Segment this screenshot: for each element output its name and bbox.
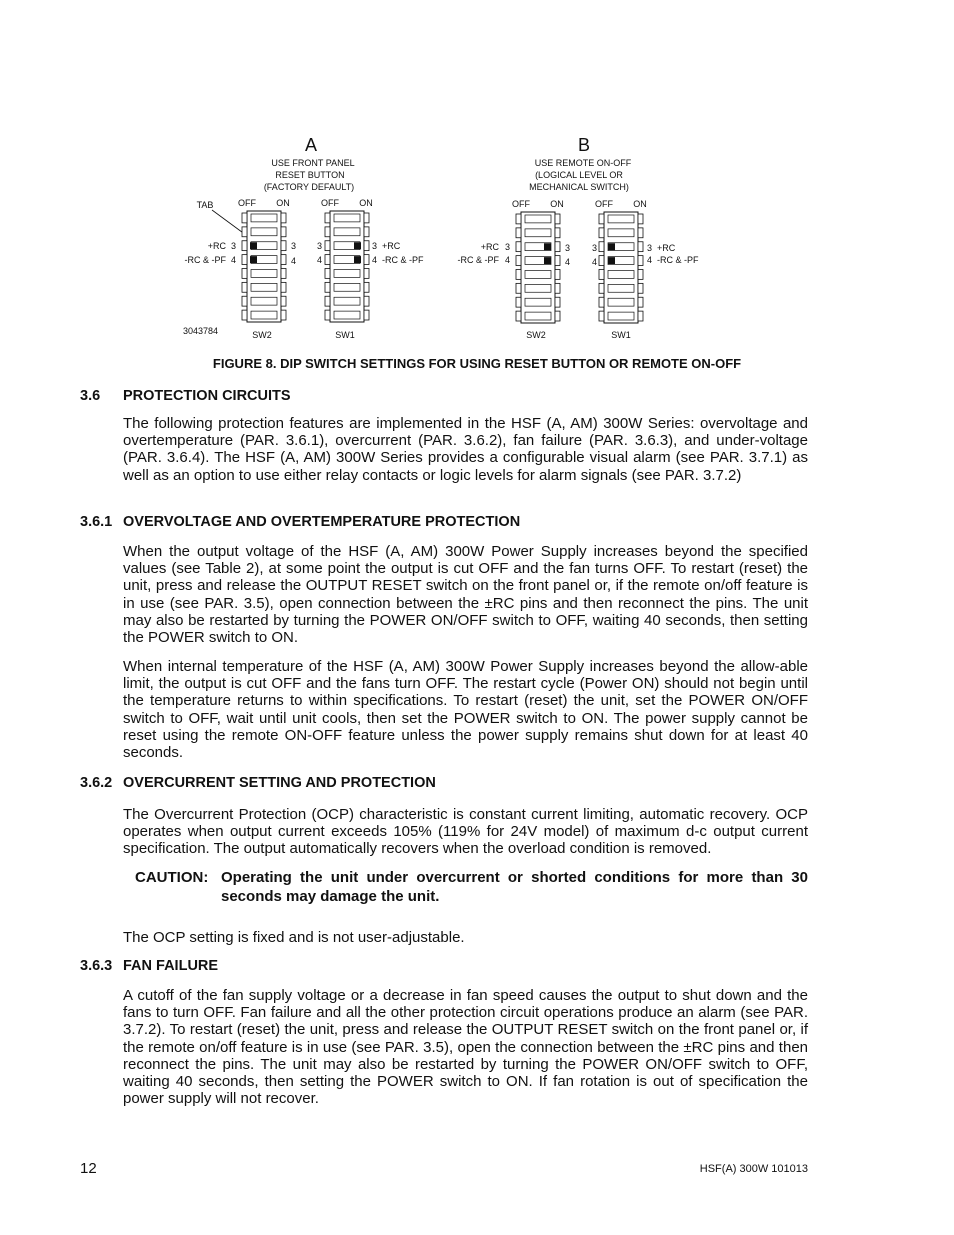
panel-a-note-line1: USE FRONT PANEL: [271, 158, 355, 168]
dip-pin-right: [555, 297, 560, 307]
dip-pin-right: [281, 296, 286, 306]
dip-actuator: [608, 243, 615, 250]
caution-label: CAUTION:: [135, 869, 209, 886]
dip-pin-left: [242, 282, 247, 292]
dip-pin-right: [364, 241, 369, 251]
dip-actuator: [250, 256, 257, 263]
paragraph-3-6: The following protection features are implemented in the HSF (A, AM) 300W Series: overvoltage and overtemperature (PAR. 3.6.1), overcurrent (PAR. 3.6.2), fan failure (PAR. 3.6.3), and under-voltage (PAR. 3.6.4). The HSF (A, AM) 300W Series provides a configurable visual alarm (see PAR. 3.7.1) as well as an option to use either relay contacts or logic levels for alarm signals (see PAR. 3.7.2): [123, 415, 808, 484]
dip-pin-left: [242, 255, 247, 265]
dip-pin-right: [281, 213, 286, 223]
a-sw1-left-3: 3: [316, 241, 322, 251]
b-sw2-plus-rc-label: +RC: [480, 242, 499, 252]
dip-pin-right: [638, 256, 643, 266]
section-title: OVERCURRENT SETTING AND PROTECTION: [123, 775, 436, 791]
dip-switch-a-sw1: [325, 211, 369, 322]
dip-pin-left: [516, 242, 521, 252]
dip-pin-right: [364, 310, 369, 320]
section-title: OVERVOLTAGE AND OVERTEMPERATURE PROTECTION: [123, 514, 521, 530]
dip-pin-right: [364, 213, 369, 223]
section-number: 3.6.2: [80, 775, 113, 791]
b-sw2-name: SW2: [526, 330, 546, 340]
section-number: 3.6: [80, 388, 101, 404]
dip-pin-right: [364, 282, 369, 292]
a-sw1-plus-rc-label: +RC: [382, 241, 401, 251]
figure-8-dip-switch-diagram: [0, 0, 954, 350]
panel-b-letter: B: [577, 135, 591, 155]
a-sw2-plus-rc-label: +RC: [207, 241, 226, 251]
dip-pin-right: [364, 255, 369, 265]
paragraph-3-6-2-a: The Overcurrent Protection (OCP) characteristic is constant current limiting, automatic recovery. OCP operates when output current exceeds 105% (119% for 24V model) of maximum d-c output current specification. The output automatically recovers when the overload condition is removed.: [123, 806, 808, 858]
a-sw1-minus-rc-label: -RC & -PF: [382, 255, 424, 265]
b-sw1-off-label: OFF: [595, 199, 613, 209]
section-title: PROTECTION CIRCUITS: [123, 388, 291, 404]
a-sw1-name: SW1: [335, 330, 355, 340]
a-sw1-right-3: 3: [372, 241, 378, 251]
b-sw2-off-label: OFF: [512, 199, 530, 209]
dip-switch-a-sw2: [242, 211, 286, 322]
dip-pin-right: [638, 242, 643, 252]
dip-pin-right: [281, 269, 286, 279]
b-sw2-left-4: 4: [504, 255, 510, 265]
dip-pin-left: [325, 241, 330, 251]
panel-a-letter: A: [304, 135, 318, 155]
panel-a-note-line2: RESET BUTTON: [275, 170, 345, 180]
dip-pin-left: [516, 256, 521, 266]
dip-pin-right: [281, 255, 286, 265]
b-sw1-left-3: 3: [591, 243, 597, 253]
dip-pin-right: [281, 310, 286, 320]
section-title: FAN FAILURE: [123, 958, 219, 974]
paragraph-3-6-3: A cutoff of the fan supply voltage or a decrease in fan speed causes the output to shut down and the fans to turn OFF. Fan failure and all the other protection circuit operations produce an alarm (see PAR. 3.7.2). To restart (reset) the unit, press and release the OUTPUT RESET switch on the front panel or, if the remote on/off feature is in use (see PAR. 3.5), open the connection between the ±RC pins and then reconnect the pins. The unit may also be restarted by turning the POWER ON/OFF switch to OFF, waiting 40 seconds, then setting the POWER switch to ON. If fan rotation is out of specification the power supply will not recover.: [123, 987, 808, 1108]
figure-caption: FIGURE 8. DIP SWITCH SETTINGS FOR USING RESET BUTTON OR REMOTE ON-OFF: [212, 356, 742, 371]
dip-actuator: [354, 242, 361, 249]
dip-pin-right: [638, 283, 643, 293]
paragraph-3-6-2-b: The OCP setting is fixed and is not user-adjustable.: [123, 929, 465, 946]
panel-a-note-line3: (FACTORY DEFAULT): [263, 182, 355, 192]
dip-pin-left: [599, 270, 604, 280]
a-sw2-left-3: 3: [230, 241, 236, 251]
dip-pin-right: [555, 256, 560, 266]
section-number: 3.6.3: [80, 958, 113, 974]
a-sw2-minus-rc-label: -RC & -PF: [184, 255, 226, 265]
b-sw1-left-4: 4: [591, 257, 597, 267]
panel-b-note-line2: (LOGICAL LEVEL OR: [535, 170, 623, 180]
dip-actuator: [544, 243, 551, 250]
dip-pin-left: [599, 256, 604, 266]
dip-pin-left: [242, 269, 247, 279]
dip-pin-left: [516, 270, 521, 280]
b-sw1-plus-rc-label: +RC: [657, 243, 676, 253]
section-number: 3.6.1: [80, 514, 113, 530]
b-sw1-on-label: ON: [633, 199, 647, 209]
b-sw2-right-4: 4: [565, 257, 571, 267]
dip-pin-right: [638, 311, 643, 321]
paragraph-3-6-1-a: When the output voltage of the HSF (A, AM) 300W Power Supply increases beyond the specified values (see Table 2), at some point the output is cut OFF and the fan turns OFF. To restart (reset) the unit, press and release the OUTPUT RESET switch on the front panel or, if the remote on/off feature is in use (see PAR. 3.5), open connection between the ±RC pins and then reconnect the pins. The unit may also be restarted by turning the POWER ON/OFF switch to OFF, waiting 40 seconds, then setting the POWER switch to ON.: [123, 543, 808, 647]
a-sw2-off-label: OFF: [238, 198, 256, 208]
b-sw1-right-3: 3: [647, 243, 653, 253]
dip-pin-left: [242, 213, 247, 223]
b-sw2-minus-rc-label: -RC & -PF: [457, 255, 499, 265]
dip-pin-right: [364, 227, 369, 237]
a-sw2-left-4: 4: [230, 255, 236, 265]
dip-switch-b-sw2: [516, 212, 560, 323]
dip-pin-right: [638, 214, 643, 224]
dip-switch-b-sw1: [599, 212, 643, 323]
a-sw1-on-label: ON: [359, 198, 373, 208]
dip-actuator: [250, 242, 257, 249]
dip-pin-right: [638, 297, 643, 307]
dip-pin-left: [325, 296, 330, 306]
page-number: 12: [80, 1160, 97, 1177]
dip-actuator: [608, 257, 615, 264]
b-sw2-right-3: 3: [565, 243, 571, 253]
b-sw1-minus-rc-label: -RC & -PF: [657, 255, 699, 265]
dip-pin-right: [555, 283, 560, 293]
drawing-number: 3043784: [183, 326, 219, 336]
dip-pin-right: [638, 228, 643, 238]
panel-b-note-line1: USE REMOTE ON-OFF: [534, 158, 632, 168]
b-sw1-name: SW1: [611, 330, 631, 340]
a-sw2-on-label: ON: [276, 198, 290, 208]
dip-pin-left: [325, 269, 330, 279]
a-sw2-right-3: 3: [291, 241, 297, 251]
dip-actuator: [354, 256, 361, 263]
dip-pin-right: [555, 214, 560, 224]
tab-label: TAB: [196, 200, 214, 210]
dip-pin-left: [242, 241, 247, 251]
paragraph-3-6-1-b: When internal temperature of the HSF (A, AM) 300W Power Supply increases beyond the allow-able limit, the output is cut OFF and the fans turn OFF. The restart cycle (Power ON) should not begin until the temperature returns to within specifications. To restart (reset) the unit, set the POWER ON/OFF switch to OFF, wait until unit cools, then set the POWER switch to ON. The power supply cannot be reset using the remote ON-OFF feature unless the power supply remains shut down for at least 40 seconds.: [123, 658, 808, 762]
dip-pin-right: [555, 311, 560, 321]
panel-b-note-line3: MECHANICAL SWITCH): [529, 182, 629, 192]
dip-pin-left: [325, 227, 330, 237]
dip-pin-left: [516, 297, 521, 307]
a-sw2-name: SW2: [252, 330, 272, 340]
a-sw1-right-4: 4: [372, 255, 378, 265]
dip-pin-left: [242, 310, 247, 320]
dip-pin-right: [281, 241, 286, 251]
dip-pin-right: [364, 296, 369, 306]
dip-pin-left: [325, 310, 330, 320]
dip-pin-left: [599, 283, 604, 293]
dip-pin-left: [599, 242, 604, 252]
dip-pin-right: [281, 282, 286, 292]
dip-pin-right: [364, 269, 369, 279]
dip-pin-left: [599, 228, 604, 238]
dip-pin-left: [599, 214, 604, 224]
a-sw2-right-4: 4: [291, 256, 297, 266]
a-sw1-left-4: 4: [316, 255, 322, 265]
b-sw2-on-label: ON: [550, 199, 564, 209]
dip-pin-right: [638, 270, 643, 280]
dip-pin-right: [555, 242, 560, 252]
dip-pin-left: [516, 311, 521, 321]
dip-pin-left: [242, 227, 247, 237]
caution-text: Operating the unit under overcurrent or shorted conditions for more than 30 seconds may damage the unit.: [221, 869, 808, 905]
dip-actuator: [544, 257, 551, 264]
dip-pin-left: [325, 282, 330, 292]
dip-pin-left: [516, 228, 521, 238]
dip-pin-right: [555, 228, 560, 238]
dip-pin-left: [242, 296, 247, 306]
dip-pin-left: [325, 255, 330, 265]
b-sw2-left-3: 3: [504, 242, 510, 252]
dip-pin-right: [281, 227, 286, 237]
dip-pin-left: [516, 283, 521, 293]
dip-pin-left: [325, 213, 330, 223]
dip-pin-left: [516, 214, 521, 224]
dip-pin-right: [555, 270, 560, 280]
dip-pin-left: [599, 297, 604, 307]
document-id: HSF(A) 300W 101013: [699, 1163, 808, 1175]
a-sw1-off-label: OFF: [321, 198, 339, 208]
dip-pin-left: [599, 311, 604, 321]
b-sw1-right-4: 4: [647, 255, 653, 265]
